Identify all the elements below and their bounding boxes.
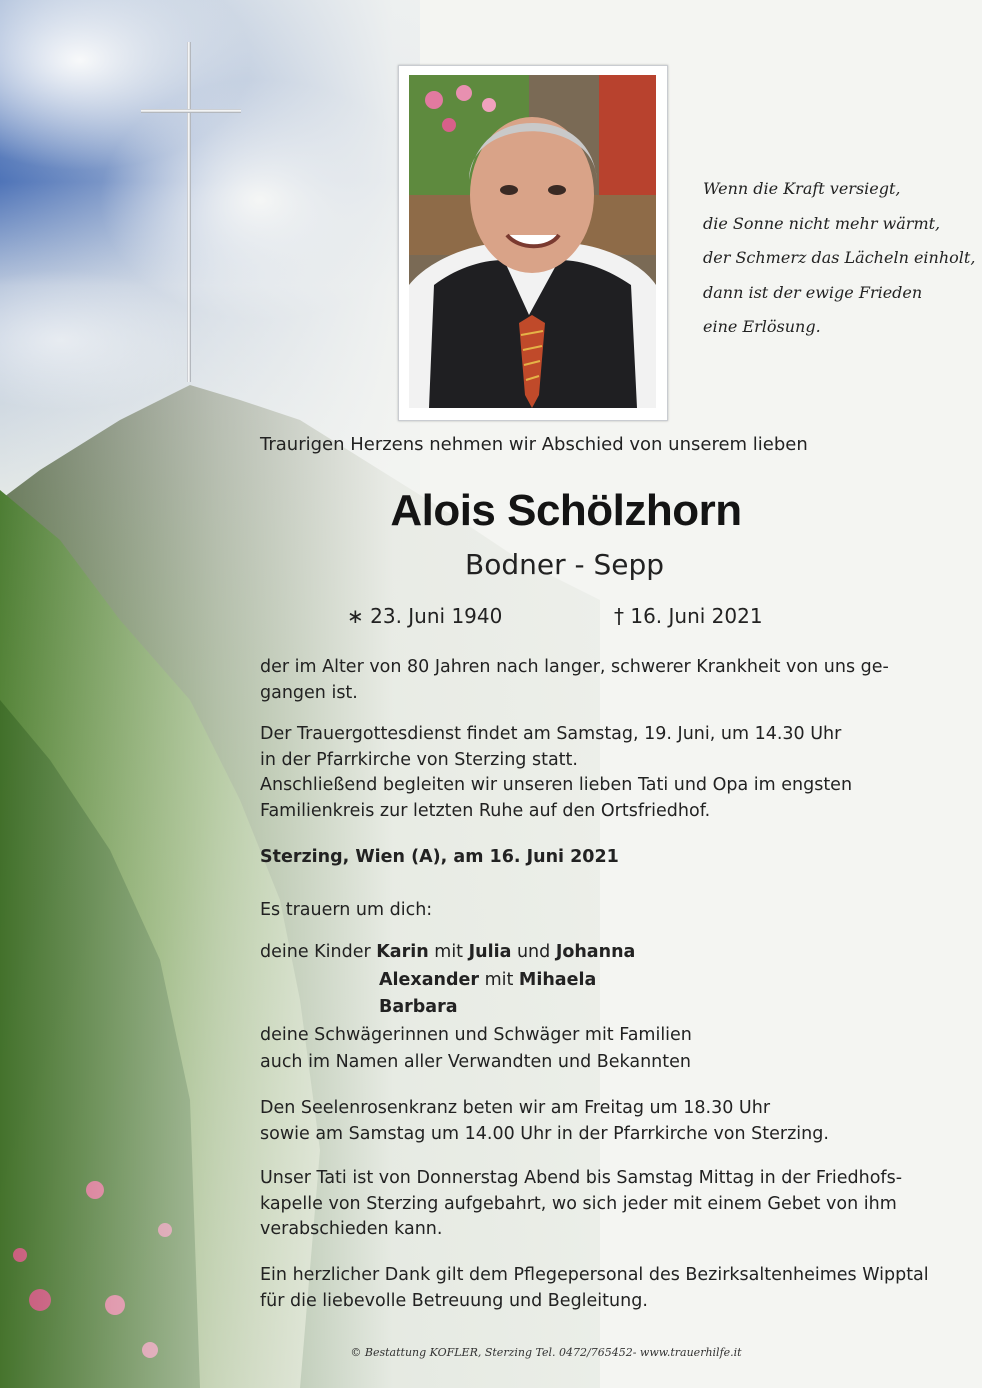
family-text: mit <box>428 942 469 962</box>
family-name: Karin <box>376 942 429 962</box>
family-line-relatives: auch im Namen aller Verwandten und Bekannten <box>260 1052 691 1072</box>
laying-paragraph <box>260 1166 940 1243</box>
poem-line: dann ist der ewige Frieden <box>703 282 923 302</box>
deceased-name: Alois Schölzhorn <box>390 486 742 535</box>
family-line-alexander <box>260 967 692 995</box>
family-name: Mihaela <box>518 969 597 990</box>
poem-line: Wenn die Kraft versiegt, <box>703 179 901 198</box>
place-date <box>260 845 940 871</box>
paragraph-line: Der Trauergottesdienst findet am Samstag, 19. Juni, um 14.30 Uhr <box>260 724 842 744</box>
family-line-children <box>260 939 692 967</box>
family-name: Julia <box>468 942 512 962</box>
family-text: mit <box>479 969 519 990</box>
paragraph-line: kapelle von Sterzing aufgebahrt, wo sich jeder mit einem Gebet von ihm <box>260 1193 897 1214</box>
service-paragraph <box>260 722 940 824</box>
poem-line: der Schmerz das Lächeln einholt, <box>703 248 976 267</box>
poem-line: eine Erlösung. <box>703 317 821 336</box>
paragraph-line: Anschließend begleiten wir unseren lieben Tati und Opa im engsten <box>260 775 853 795</box>
family-line-barbara <box>260 994 692 1022</box>
paragraph-line: Ein herzlicher Dank gilt dem Pflegepersonal des Bezirksaltenheimes Wipptal <box>260 1265 929 1285</box>
paragraph-line: sowie am Samstag um 14.00 Uhr in der Pfarrkirche von Sterzing. <box>260 1123 829 1144</box>
paragraph-line: der im Alter von 80 Jahren nach langer, schwerer Krankheit von uns ge- <box>260 657 889 677</box>
mourn-intro-text: Es trauern um dich: <box>260 900 433 920</box>
footer-credit: © Bestattung KOFLER, Sterzing Tel. 0472/765452- www.trauerhilfe.it <box>350 1346 742 1359</box>
paragraph-line: gangen ist. <box>260 682 358 703</box>
paragraph-line: verabschieden kann. <box>260 1219 443 1239</box>
age-paragraph <box>260 655 940 706</box>
family-text: und <box>511 942 556 962</box>
family-name: Alexander <box>379 969 479 990</box>
paragraph-line: für die liebevolle Betreuung und Begleitung. <box>260 1290 648 1311</box>
paragraph-line: Den Seelenrosenkranz beten wir am Freitag um 18.30 Uhr <box>260 1098 771 1118</box>
portrait-photo <box>409 75 656 408</box>
paragraph-line: Unser Tati ist von Donnerstag Abend bis Samstag Mittag in der Friedhofs- <box>260 1168 903 1188</box>
nickname: Bodner - Sepp <box>465 548 665 581</box>
family-text: deine Kinder <box>260 942 377 962</box>
mourn-intro <box>260 898 940 924</box>
family-line-in-laws: deine Schwägerinnen und Schwäger mit Familien <box>260 1024 692 1045</box>
family-name: Johanna <box>555 942 636 962</box>
paragraph-line: Familienkreis zur letzten Ruhe auf den Ortsfriedhof. <box>260 800 711 821</box>
rosary-paragraph <box>260 1096 940 1147</box>
family-name: Barbara <box>379 997 458 1017</box>
death-date: † 16. Juni 2021 <box>614 604 763 628</box>
place-date-text: Sterzing, Wien (A), am 16. Juni 2021 <box>260 847 619 867</box>
family-list <box>260 939 692 1077</box>
paragraph-line: in der Pfarrkirche von Sterzing statt. <box>260 749 578 770</box>
cross-icon-vertical <box>187 42 191 382</box>
birth-date: ∗ 23. Juni 1940 <box>347 604 503 628</box>
intro-text: Traurigen Herzens nehmen wir Abschied von unserem lieben <box>260 434 808 455</box>
cross-icon-horizontal <box>141 109 241 113</box>
poem <box>703 172 976 345</box>
thanks-paragraph <box>260 1263 940 1314</box>
poem-line: die Sonne nicht mehr wärmt, <box>703 213 941 233</box>
